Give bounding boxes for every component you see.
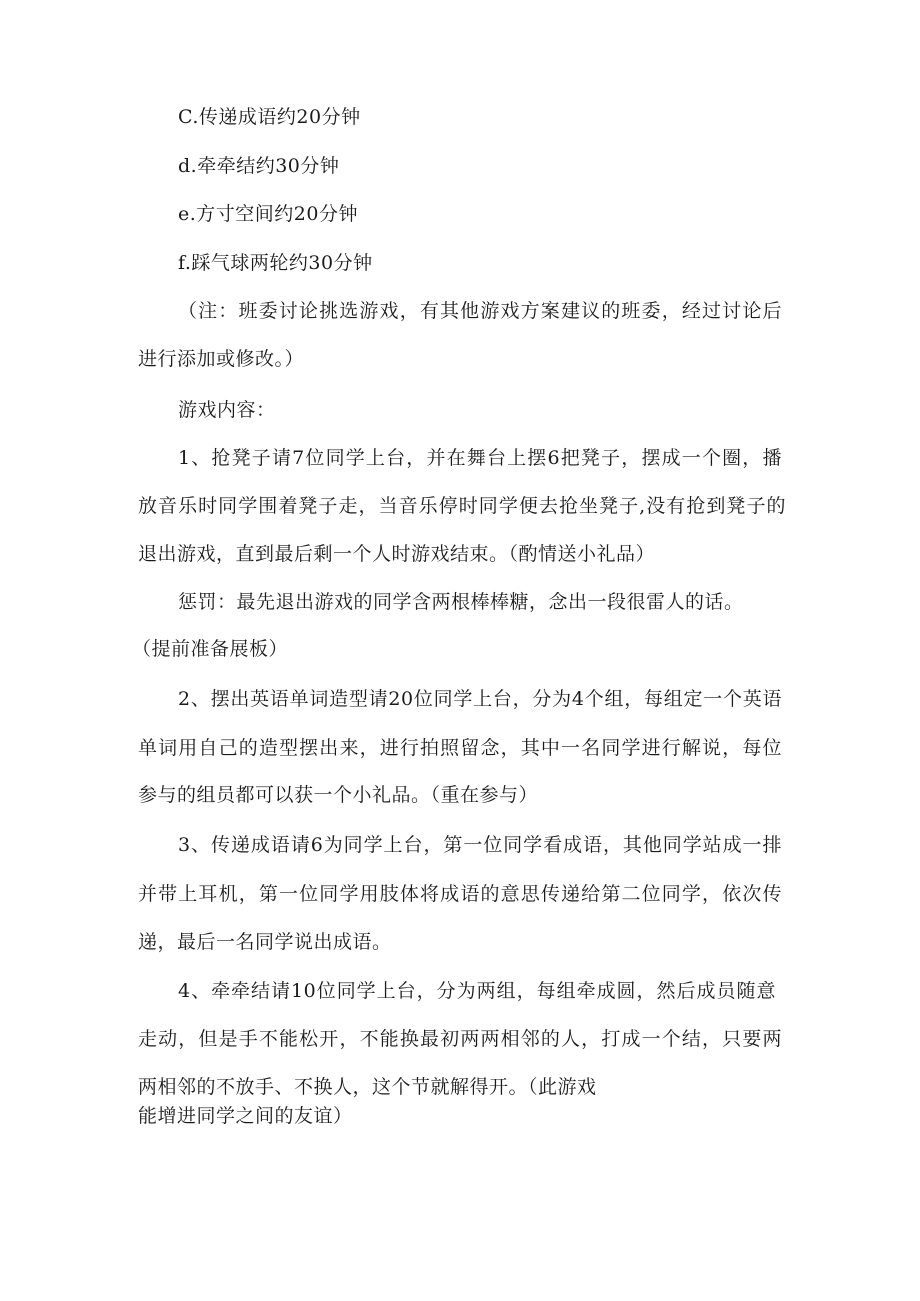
game4-line-3: 两相邻的不放手、不换人，这个节就解得开。（此游戏 bbox=[138, 1076, 597, 1098]
game2-line-3: 参与的组员都可以获一个小礼品。（重在参与） bbox=[138, 784, 539, 806]
item-e: e.方寸空间约20分钟 bbox=[178, 203, 358, 225]
game4-line-4: 能增进同学之间的友谊） bbox=[138, 1105, 353, 1127]
game4-line-2: 走动，但是手不能松开，不能换最初两两相邻的人，打成一个结，只要两 bbox=[138, 1028, 782, 1050]
note-line-1: （注：班委讨论挑选游戏，有其他游戏方案建议的班委，经过讨论后 bbox=[178, 300, 782, 322]
game2-line-1: 2、摆出英语单词造型请20位同学上台，分为4个组，每组定一个英语 bbox=[178, 688, 782, 710]
game1-line-2: 放音乐时同学围着凳子走，当音乐停时同学便去抢坐凳子,没有抢到凳子的 bbox=[138, 495, 786, 517]
game1-line-1: 1、抢凳子请7位同学上台，并在舞台上摆6把凳子，摆成一个圈，播 bbox=[178, 447, 782, 469]
game1-line-3: 退出游戏，直到最后剩一个人时游戏结束。（酌情送小礼品） bbox=[138, 543, 656, 565]
penalty-line-2: （提前准备展板） bbox=[132, 638, 289, 660]
penalty-line-1: 惩罚：最先退出游戏的同学含两根棒棒糖，念出一段很雷人的话。 bbox=[178, 591, 744, 613]
game4-line-1: 4、牵牵结请10位同学上台，分为两组，每组牵成圆，然后成员随意 bbox=[178, 980, 776, 1002]
game2-line-2: 单词用自己的造型摆出来，进行拍照留念，其中一名同学进行解说，每位 bbox=[138, 737, 782, 759]
game3-line-3: 递，最后一名同学说出成语。 bbox=[138, 931, 392, 953]
item-f: f.踩气球两轮约30分钟 bbox=[178, 252, 373, 274]
section-heading: 游戏内容： bbox=[178, 399, 276, 421]
item-d: d.牵牵结约30分钟 bbox=[178, 155, 340, 177]
note-line-2: 进行添加或修改。） bbox=[138, 348, 305, 370]
game3-line-1: 3、传递成语请6为同学上台，第一位同学看成语，其他同学站成一排 bbox=[178, 834, 782, 856]
game3-line-2: 并带上耳机，第一位同学用肢体将成语的意思传递给第二位同学，依次传 bbox=[138, 883, 782, 905]
item-c: C.传递成语约20分钟 bbox=[178, 106, 361, 128]
